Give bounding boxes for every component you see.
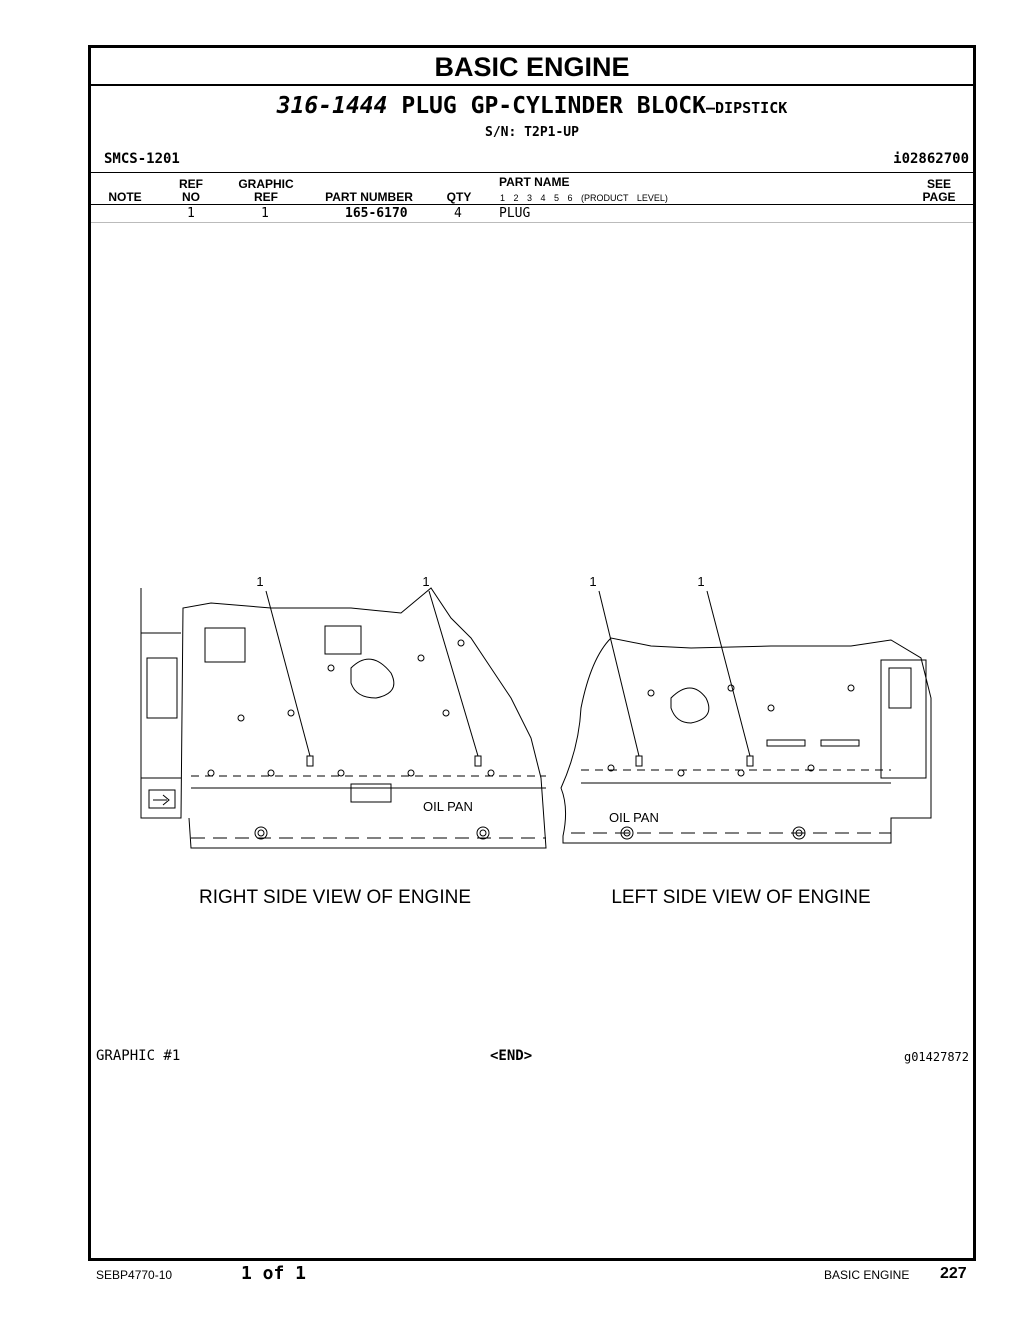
header-qty: QTY [446,190,472,204]
cell-graphic-ref: 1 [261,206,269,221]
section-title: BASIC ENGINE [91,48,973,86]
callout-2: 1 [422,574,430,589]
callout-1: 1 [256,574,264,589]
left-view-caption: LEFT SIDE VIEW OF ENGINE [611,887,871,908]
callout-3: 1 [589,574,597,589]
right-oil-pan-label: OIL PAN [423,799,473,814]
group-suffix: —DIPSTICK [706,99,788,117]
graphic-id: g01427872 [903,1050,969,1064]
right-view-caption: RIGHT SIDE VIEW OF ENGINE [198,887,472,908]
callout-4: 1 [697,574,705,589]
right-side-engine-drawing [141,588,546,848]
end-marker: <END> [490,1048,533,1064]
serial-number: S/N: T2P1-UP [485,125,579,140]
footer-section: BASIC ENGINE [824,1268,910,1282]
header-graphic-ref: GRAPHIC REF [238,177,294,204]
group-number: 316-1444 [276,93,388,119]
doc-number: SEBP4770-10 [96,1268,173,1282]
header-product-level: 1 2 3 4 5 6 (PRODUCT LEVEL) [500,193,668,203]
page-of: 1 of 1 [241,1263,307,1284]
cell-qty: 4 [454,206,462,221]
page-frame [88,45,976,1261]
cell-ref-no: 1 [187,206,195,221]
smcs-code: SMCS-1201 [104,151,180,167]
left-side-engine-drawing [561,591,931,843]
header-part-name: PART NAME [499,175,570,189]
page-number: 227 [940,1265,967,1282]
header-see-page: SEE PAGE [922,177,956,204]
graphic-label: GRAPHIC #1 [96,1048,181,1064]
header-ref-no: REF NO [179,177,203,204]
header-part-number: PART NUMBER [325,190,413,204]
group-name: PLUG GP-CYLINDER BLOCK [401,93,706,119]
engine-illustration [91,48,973,1258]
cell-part-number: 165-6170 [345,206,408,221]
cell-part-name: PLUG [499,206,531,221]
illustration-id: i02862700 [893,151,969,167]
header-note: NOTE [108,190,142,204]
left-oil-pan-label: OIL PAN [609,810,659,825]
